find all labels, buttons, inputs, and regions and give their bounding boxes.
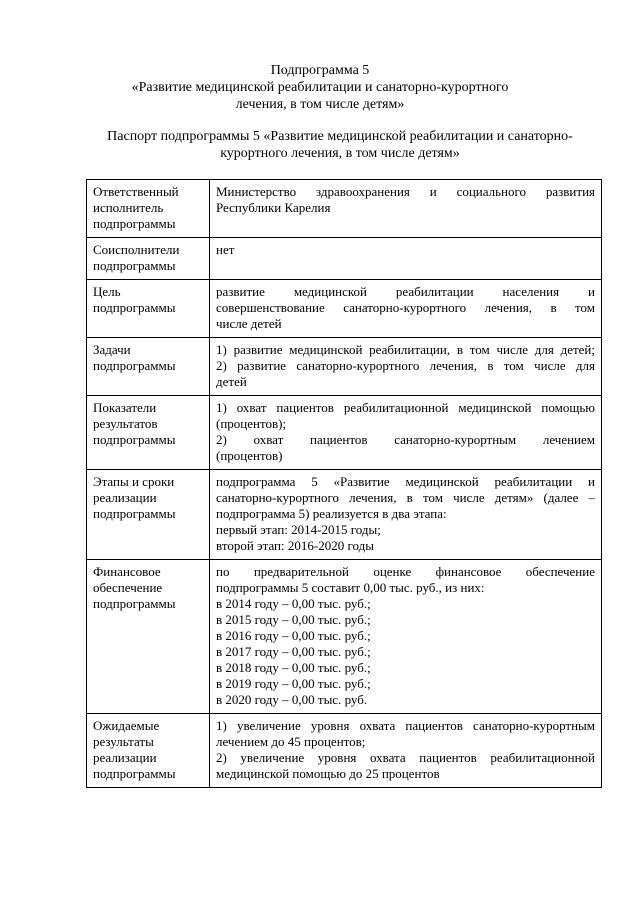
passport-table — [86, 179, 602, 788]
row-label-line: Задачи — [93, 342, 131, 357]
row-label-line: подпрограммы — [93, 432, 176, 447]
row-value-line: Республики Карелия — [216, 200, 331, 215]
row-value-line: 1) развитие медицинской реабилитации, в том числе для детей; — [216, 342, 595, 357]
row-label — [87, 396, 210, 470]
row-value-line: в 2016 году – 0,00 тыс. руб.; — [216, 628, 371, 643]
row-label — [87, 714, 210, 788]
row-label-line: подпрограммы — [93, 216, 176, 231]
row-value-line: (процентов) — [216, 448, 283, 463]
row-label-line: подпрограммы — [93, 258, 176, 273]
row-label — [87, 338, 210, 396]
row-value-line: подпрограмма 5 «Развитие медицинской реабилитации и — [216, 474, 595, 489]
row-value-line: (процентов); — [216, 416, 287, 431]
row-value-line: 2) увеличение уровня охвата пациентов реабилитационной — [216, 750, 595, 765]
passport-title — [80, 128, 600, 162]
subprogram-title-line: Подпрограмма 5 — [270, 63, 370, 78]
row-value-line: по предварительной оценке финансовое обеспечение — [216, 564, 595, 579]
row-value-line: в 2017 году – 0,00 тыс. руб.; — [216, 644, 371, 659]
subprogram-title-line: лечения, в том числе детям» — [235, 97, 405, 112]
row-value-line: 2) охват пациентов санаторно-курортным лечением — [216, 432, 595, 447]
row-label — [87, 280, 210, 338]
row-value-line: санаторно-курортного лечения, в том числе детям» (далее – — [216, 490, 595, 505]
row-value — [210, 560, 602, 714]
row-value — [210, 280, 602, 338]
row-label — [87, 180, 210, 238]
row-value-line: 1) охват пациентов реабилитационной медицинской помощью — [216, 400, 595, 415]
table-row — [87, 470, 602, 560]
row-label-line: результатов — [93, 416, 158, 431]
row-value-line: подпрограммы 5 составит 0,00 тыс. руб., из них: — [216, 580, 485, 595]
row-label-line: Показатели — [93, 400, 157, 415]
row-value-line: 2) развитие санаторно-курортного лечения, в том числе для — [216, 358, 595, 373]
row-label-line: обеспечение — [93, 580, 163, 595]
table-row — [87, 396, 602, 470]
subprogram-title — [100, 62, 540, 113]
passport-title-line: Паспорт подпрограммы 5 «Развитие медицинской реабилитации и санаторно- — [107, 129, 573, 144]
row-value-line: в 2015 году – 0,00 тыс. руб.; — [216, 612, 371, 627]
row-label-line: Ожидаемые — [93, 718, 160, 733]
row-label-line: подпрограммы — [93, 506, 176, 521]
row-value-line: Министерство здравоохранения и социального развития — [216, 184, 595, 199]
row-label-line: реализации — [93, 750, 157, 765]
row-value-line: детей — [216, 374, 247, 389]
row-label-line: реализации — [93, 490, 157, 505]
row-value — [210, 396, 602, 470]
row-label — [87, 238, 210, 280]
row-label-line: подпрограммы — [93, 596, 176, 611]
row-value — [210, 714, 602, 788]
row-label — [87, 560, 210, 714]
row-value — [210, 338, 602, 396]
row-value-line: в 2018 году – 0,00 тыс. руб.; — [216, 660, 371, 675]
row-label-line: Финансовое — [93, 564, 161, 579]
row-value-line: первый этап: 2014-2015 годы; — [216, 522, 381, 537]
row-label-line: результаты — [93, 734, 154, 749]
table-row — [87, 338, 602, 396]
row-value-line: второй этап: 2016-2020 годы — [216, 538, 374, 553]
row-label-line: Ответственный — [93, 184, 179, 199]
row-value — [210, 180, 602, 238]
row-label-line: исполнитель — [93, 200, 164, 215]
row-value-line: числе детей — [216, 316, 282, 331]
row-value-line: лечением до 45 процентов; — [216, 734, 366, 749]
passport-title-line: курортного лечения, в том числе детям» — [220, 146, 460, 161]
table-row — [87, 280, 602, 338]
table-row — [87, 180, 602, 238]
row-value-line: подпрограмма 5) реализуется в два этапа: — [216, 506, 447, 521]
table-row — [87, 714, 602, 788]
row-label — [87, 470, 210, 560]
row-value — [210, 470, 602, 560]
table-row — [87, 560, 602, 714]
row-label-line: Соисполнители — [93, 242, 180, 257]
row-label-line: подпрограммы — [93, 300, 176, 315]
row-label-line: Этапы и сроки — [93, 474, 175, 489]
row-value-line: в 2014 году – 0,00 тыс. руб.; — [216, 596, 371, 611]
row-value-line: медицинской помощью до 25 процентов — [216, 766, 440, 781]
row-label-line: подпрограммы — [93, 358, 176, 373]
row-value-line: в 2019 году – 0,00 тыс. руб.; — [216, 676, 371, 691]
row-value-line: в 2020 году – 0,00 тыс. руб. — [216, 692, 368, 707]
subprogram-title-line: «Развитие медицинской реабилитации и санаторно-курортного — [131, 80, 509, 95]
row-label-line: Цель — [93, 284, 121, 299]
row-value-line: совершенствование санаторно-курортного лечения, в том — [216, 300, 595, 315]
row-value — [210, 238, 602, 280]
row-value-line: нет — [216, 242, 235, 257]
row-label-line: подпрограммы — [93, 766, 176, 781]
table-row — [87, 238, 602, 280]
row-value-line: развитие медицинской реабилитации населения и — [216, 284, 595, 299]
row-value-line: 1) увеличение уровня охвата пациентов санаторно-курортным — [216, 718, 595, 733]
